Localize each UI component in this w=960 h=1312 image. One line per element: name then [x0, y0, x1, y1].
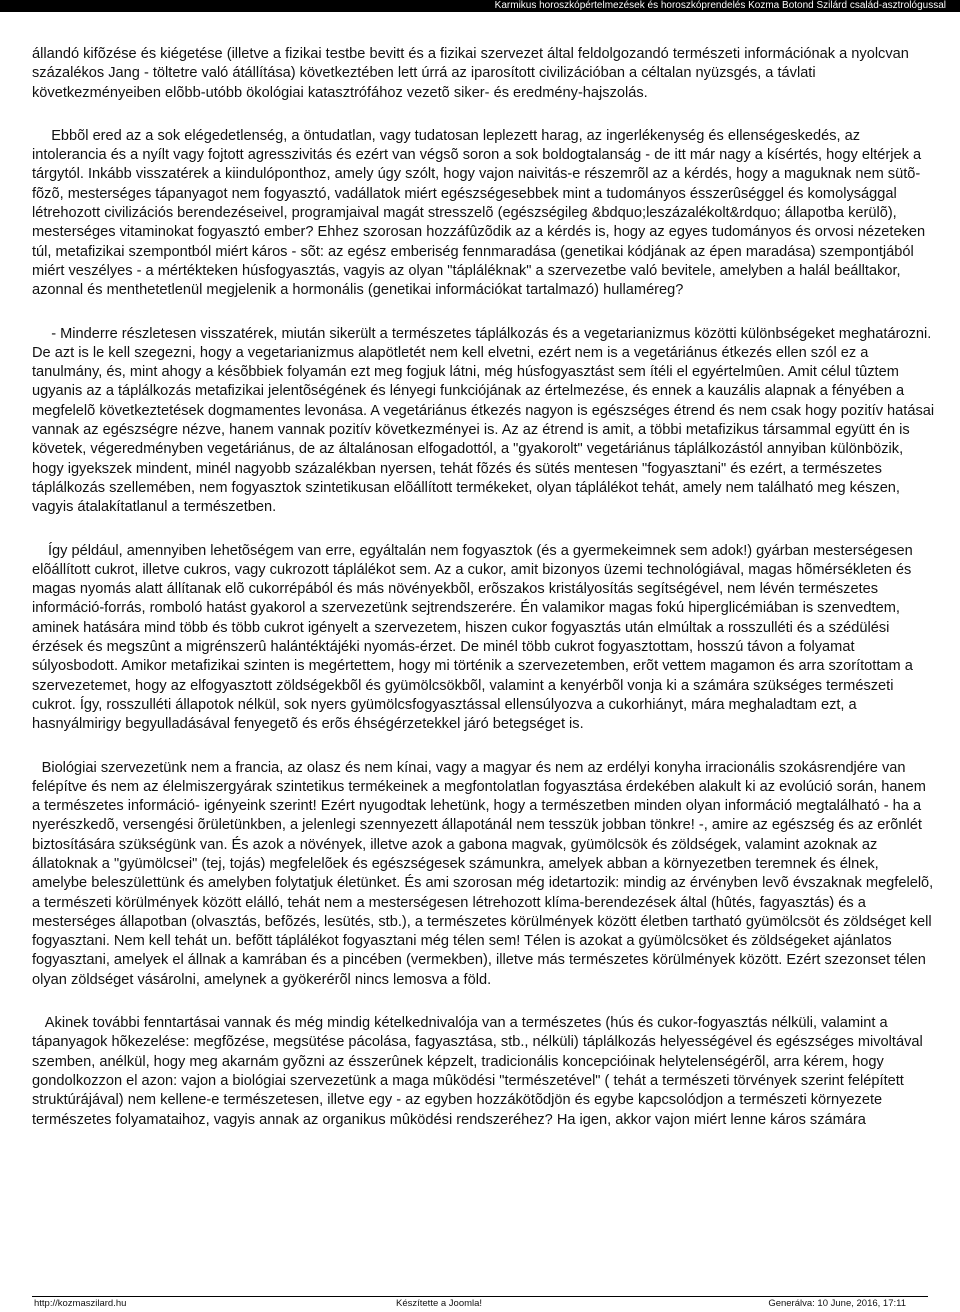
paragraph-3: - Minderre részletesen visszatérek, miután sikerült a természetes táplálkozás és a vegetarianizmus közötti különbségeket meghatározni. De azt is le kell szegezni, hogy a vegetarianizmus alapötletét nem kell elvetni, ezért nem is a vegetáriánus étkezés ellen szól ez a tanulmány, és, mint ahogy a késõbbiek folyamán ezt meg fogjuk látni, még húsfogyasztást sem ítéli el egyértelmûen. Amit célul tûztem ugyanis az a táplálkozás metafizikai jelentõségének és lényegi funkciójának az értelmezése, és ennek a kauzális alapnak a fényében a megfelelõ következtetések dogmamentes levonása. A vegetáriánus étkezés nagyon is egészséges étrend és nem csak hogy pozitív hatásai vannak az egészségre nézve, hanem vannak pozitív következményei is. Az az étrend is amit, a többi metafizikus társammal együtt én is követek, végeredményben vegetáriánus, de az általánosan elfogadottól, a "gyakorolt" vegetáriánus táplálkozástól annyiban különbözik, hogy igyekszek mindent, minél nagyobb százalékban nyersen, tehát fõzés és sütés mentesen "fogyasztani" és ezért, a természetes táplálkozás szellemében, nem fogyasztok szintetikusan elõállított termékeket, olyan táplálékot tehát, amely nem található meg készen, vagyis átalakítatlanul a természetben. — [32, 325, 935, 516]
paragraph-1: állandó kifõzése és kiégetése (illetve a fizikai testbe bevitt és a fizikai szervezet által feldolgozandó természeti információnak a nyolcvan százalékos Jang - töltetre való átállítása) következtében lett úrrá az iparosított civilizációban a céltalan nyüzsgés, a távlati következményeiben elõbb-utóbb ökológiai katasztrófához vezetõ siker- és eredmény-hajszolás. — [32, 46, 909, 101]
site-title: Karmikus horoszkópértelmezések és horoszkóprendelés Kozma Botond Szilárd család-asztrológussal — [494, 0, 946, 11]
paragraph-4: Így például, amennyiben lehetõségem van erre, egyáltalán nem fogyasztok (és a gyermekeimnek sem adok!) gyárban mesterségesen elõállított cukrot, illetve cukros, vagy cukrozott táplálékot sem. Az a cukor, amit bizonyos üzemi technológiával, magas hõmérsékleten és magas nyomás alatt állítanak elõ cukorrépából és más növényekbõl, erõszakos kristályosítás segítségével, nem lévén természetes információ-forrás, romboló hatást gyakorol a szervezetünk sejtrendszerére. Én valamikor magas fokú hiperglicémiában is szenvedtem, aminek hatására mind több és több cukrot igényelt a szervezetem, hiszen cukor fogyasztás után elmúltak a rosszulléti és a szédülési érzések és megszûnt a migrénszerû halántéktájéki nyomás-érzet. De minél több cukrot fogyasztottam, hosszú távon a folyamat súlyosbodott. Amikor metafizikai szinten is megértettem, hogy mi történik a szervezetemben, erõt vettem magamon és arra szorítottam a szervezetemet, hogy az elfogyasztott zöldségekbõl és gyümölcsökbõl, valamint a kenyérbõl vonja ki a számára szükséges természeti cukrot. Így, rosszulléti állapotok nélkül, sok nyers gyümölcsfogyasztással ellensúlyozva a cukorhiányt, mára meghaladtam ezt, a hasnyálmirigy begyulladásával fenyegetõ és erõs éhségérzetekkel járó betegséget is. — [32, 542, 913, 733]
article-body — [32, 45, 936, 1154]
page-header — [0, 0, 960, 12]
paragraph-5: Biológiai szervezetünk nem a francia, az olasz és nem kínai, vagy a magyar és nem az erdélyi konyha irracionális szokásrendjére van felépítve és nem az élelmiszergyárak szintetikus termékeinek a megfontolatlan fogyasztása érdekében alakult ki az evolúció során, hanem a természetes információ- igényeink szerint! Ezért nyugodtak lehetünk, hogy a természetben minden olyan információ megtalálható - ha a nyerészkedõ, versengési õrületünkben, a jelenlegi szennyezett állapotánál nem tesszük jobban tönkre! -, amire az egészség és az erõnlét biztosítására szükségünk van. És azok a növények, illetve azok a gabona magvak, gyümölcsök és zöldségek, valamint azoknak az állatoknak a "gyümölcsei" (tej, tojás) megfelelõek és egészségesek számunkra, amelyek abban a környezetben teremnek és élnek, amelybe beleszülettünk és amelyben folytatjuk életünket. És ami szorosan még idetartozik: mindig az érvényben levõ évszaknak megfelelõ, a természeti körülmények között elálló, tehát nem a mesterségesen létrehozott klíma-berendezések által (hûtés, fagyasztás) és a mesterséges állapotban (olvasztás, befõzés, lesütés, stb.), a természetes körülmények között életben tartható gyümölcsöt és zöldséget kell fogyasztani. Nem kell tehát un. befõtt táplálékot fogyasztani még télen sem! Télen is azokat a gyümölcsöket és zöldségeket ajánlatos fogyasztani, amelyek el állnak a kamrában és a pincében (vermekben), illetve más természetes körülmények között. Ezért szezonset télen olyan zöldséget vásárolni, amelynek a gyökerérõl nincs lemosva a föld. — [32, 759, 934, 988]
footer-credit: Készítette a Joomla! — [396, 1298, 483, 1309]
paragraph-2: Ebbõl ered az a sok elégedetlenség, a öntudatlan, vagy tudatosan leplezett harag, az ingerlékenység és ellenségeskedés, az intolerancia és a nyílt vagy fojtott agresszivitás és ezért van végsõ soron a sok boldogtalanság - de itt már nagy a kísértés, hogy eltérjek a tárgytól. Inkább visszatérek a kiindulóponthoz, amely úgy szólt, hogy vajon naivitás-e részemrõl az a kérdés, hogy a maguknak nem sütõ-fõzõ, mesterséges tápanyagot nem fogyasztó, vadállatok miért egészségesebbek mint a tudományos ésszerûséggel és komolysággal létrehozott civilizációs berendezéseivel, programjaival magát stresszelõ (egészségileg &bdquo;leszázalékolt&rdquo; állapotba kerülõ), mesterséges vitaminokat fogyasztó ember? Ehhez szorosan hozzáfûzõdik az a kérdés is, hogy az egyes tudományos és orvosi nézeteken túl, metafizikai szempontból miért káros - sõt: az egész emberiség fennmaradása (genetikai kódjának az épen maradása) szempontjából miért veszélyes - a mértékteken húsfogyasztás, vagyis az olyan "tápláléknak" a szervezetbe való bevitele, amelyben a halál beálltakor, azonnal és menthetetlenül megjelenik a hormonális (genetikai információkat tartalmazó) hullaméreg? — [32, 127, 926, 299]
page-footer — [32, 1296, 928, 1311]
footer-site-link[interactable]: http://kozmaszilard.hu — [34, 1298, 127, 1309]
paragraph-6: Akinek további fenntartásai vannak és még mindig kételkednivalója van a természetes (hús és cukor-fogyasztás nélküli, valamint a tápanyagok hõkezelése: megfõzése, megsütése pácolása, fagyasztása, stb., nélküli) táplálkozás helyességével és egészséges mivoltával szemben, anélkül, hogy meg akarnám gyõzni az ésszerûnek képzelt, tradicionális koncepcióinak helytelenségérõl, arra kérem, hogy gondolkozzon el azon: vajon a biológiai szervezetünk a maga mûködési "természetével" ( tehát a természeti törvények szerint felépített struktúrájával) nem kellene-e természetesen, illetve egy - az egyben hozzákötõdjön és egybe kapcsolódjon a természeti környezete természetes folyamataihoz, vagyis annak az organikus mûködési rendszeréhez? Ha igen, akkor vajon miért lenne káros számára — [32, 1015, 923, 1128]
footer-generated-date: Generálva: 10 June, 2016, 17:11 — [768, 1298, 906, 1309]
